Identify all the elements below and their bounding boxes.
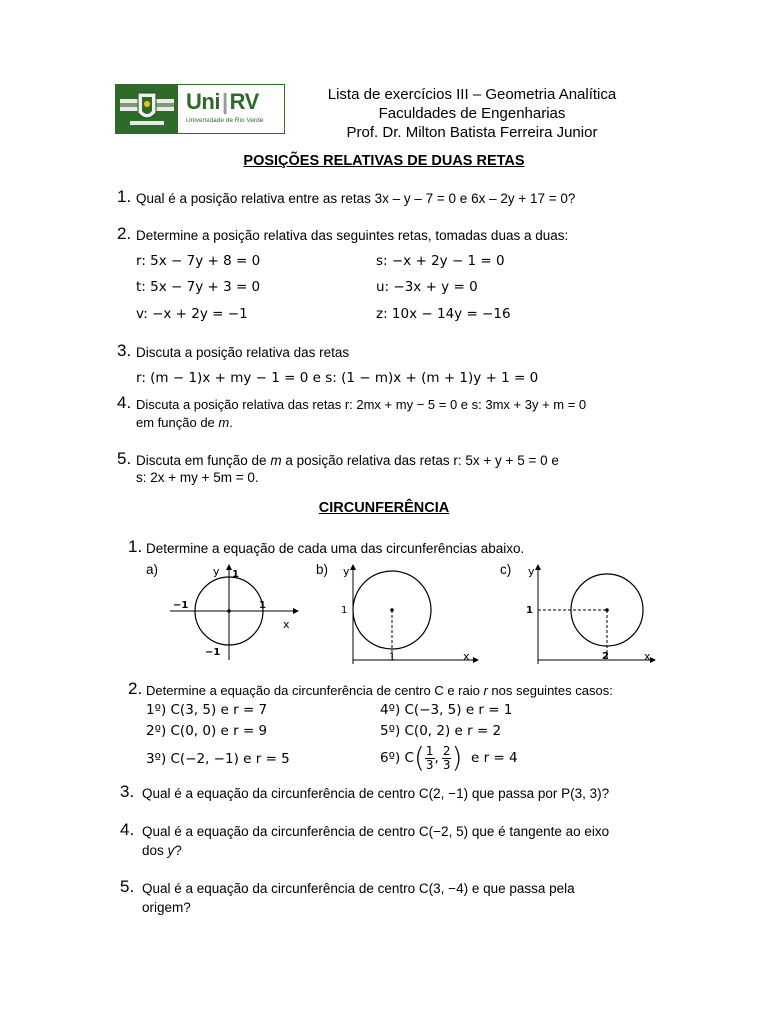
header-line-3: Prof. Dr. Milton Batista Ferreira Junior	[346, 124, 598, 141]
logo-text-uni: Uni	[186, 89, 220, 114]
lines-equation-rs: r: (m − 1)x + my − 1 = 0 e s: (1 − m)x + (m + 1)y + 1 = 0	[136, 370, 539, 386]
line-equation-v: v: −x + 2y = −1	[136, 306, 248, 322]
line-equation-u: u: −3x + y = 0	[376, 279, 478, 295]
question-text: Determine a posição relativa das seguintes retas, tomadas duas a duas:	[136, 228, 569, 243]
question-number: 3.	[120, 782, 135, 801]
question-number: 3.	[117, 341, 132, 360]
section-title-retas: POSIÇÕES RELATIVAS DE DUAS RETAS	[243, 153, 525, 169]
graph-label-a: a)	[146, 562, 159, 577]
crest-icon	[116, 85, 178, 133]
axis-label-y: y	[343, 565, 350, 578]
header-line-1: Lista de exercícios III – Geometria Analítica	[327, 86, 617, 103]
tick-label-right: 1	[259, 600, 266, 611]
tick-label-left: −1	[173, 600, 189, 611]
question-text-cont: s: 2x + my + 5m = 0.	[136, 470, 259, 485]
line-equation-t: t: 5x − 7y + 3 = 0	[136, 279, 261, 295]
question-text: Determine a equação de cada uma das circunferências abaixo.	[146, 541, 525, 556]
question-number: 5.	[120, 877, 135, 896]
line-equation-z: z: 10x − 14y = −16	[376, 306, 511, 322]
question-text: Determine a equação da circunferência de centro C e raio r nos seguintes casos:	[146, 683, 613, 698]
tick-label-x: 2	[602, 651, 609, 662]
fraction-1: $\frac{1}{3}$	[425, 743, 434, 772]
question-text: Discuta a posição relativa das retas	[136, 345, 350, 360]
case-3: 3º) C(−2, −1) e r = 5	[146, 751, 290, 767]
case-6: 6º) C( $\frac{1}{3}$ , $\frac{2}{3}$ ) e r = 4	[380, 741, 518, 774]
axis-label-y: y	[213, 565, 220, 578]
tick-label-top: 1	[232, 569, 239, 580]
question-text-cont: origem?	[142, 900, 191, 915]
tick-label-y: 1	[526, 605, 533, 616]
question-text-cont: dos y?	[142, 843, 182, 858]
line-equation-s: s: −x + 2y − 1 = 0	[376, 253, 505, 269]
line-equation-r: r: 5x − 7y + 8 = 0	[136, 253, 261, 269]
axis-label-x: x	[463, 650, 470, 663]
axis-label-x: x	[644, 650, 651, 663]
question-text: Qual é a equação da circunferência de centro C(2, −1) que passa por P(3, 3)?	[142, 786, 610, 801]
graph-label-b: b)	[316, 562, 329, 577]
case-1: 1º) C(3, 5) e r = 7	[146, 702, 268, 718]
question-text: Qual é a equação da circunferência de centro C(3, −4) e que passa pela	[142, 881, 575, 896]
circle-graph-b	[335, 562, 480, 672]
question-text: Qual é a equação da circunferência de centro C(−2, 5) que é tangente ao eixo	[142, 824, 610, 839]
unirv-logo: Uni|RV Universidade de Rio Verde	[115, 84, 285, 134]
case-5: 5º) C(0, 2) e r = 2	[380, 723, 502, 739]
question-number: 2.	[128, 679, 143, 698]
question-text: Discuta em função de m a posição relativa das retas r: 5x + y + 5 = 0 e	[136, 453, 559, 468]
axis-label-x: x	[283, 618, 290, 631]
logo-text-rv: RV	[229, 89, 259, 114]
logo-subtitle: Universidade de Rio Verde	[186, 117, 264, 124]
question-text-cont: em função de m.	[136, 415, 233, 430]
circle-graph-a	[165, 562, 300, 662]
tick-label-x: 1	[389, 652, 396, 663]
question-text: Discuta a posição relativa das retas r: 2mx + my − 5 = 0 e s: 3mx + 3y + m = 0	[136, 397, 587, 412]
circle-graph-c	[518, 562, 658, 672]
fraction-2: $\frac{2}{3}$	[442, 743, 451, 772]
case-2: 2º) C(0, 0) e r = 9	[146, 723, 268, 739]
tick-label-bottom: −1	[205, 647, 221, 658]
header-line-2: Faculdades de Engenharias	[378, 105, 566, 122]
graph-label-c: c)	[500, 562, 512, 577]
question-number: 1.	[128, 537, 143, 556]
question-number: 4.	[117, 393, 132, 412]
question-number: 4.	[120, 820, 135, 839]
question-number: 2.	[117, 224, 132, 243]
question-text: Qual é a posição relativa entre as retas 3x – y – 7 = 0 e 6x – 2y + 17 = 0?	[136, 191, 576, 206]
case-4: 4º) C(−3, 5) e r = 1	[380, 702, 513, 718]
axis-label-y: y	[528, 565, 535, 578]
tick-label-y: 1	[341, 605, 348, 616]
question-number: 5.	[117, 449, 132, 468]
question-number: 1.	[117, 187, 132, 206]
section-title-circunferencia: CIRCUNFERÊNCIA	[318, 500, 450, 516]
